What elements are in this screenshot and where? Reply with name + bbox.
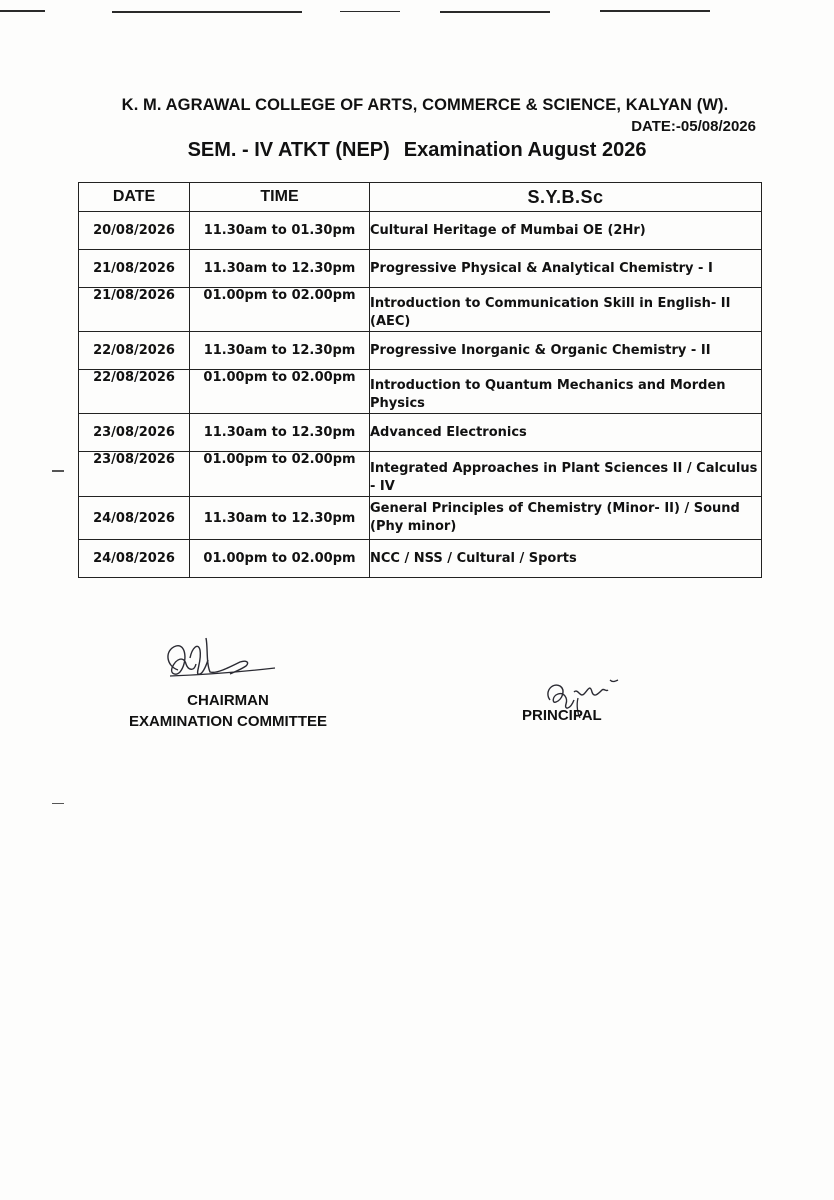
principal-title: PRINCIPAL [522, 707, 602, 724]
exam-subject: Integrated Approaches in Plant Sciences II / Calculus - IV [370, 452, 762, 497]
college-name: K. M. AGRAWAL COLLEGE OF ARTS, COMMERCE & SCIENCE, KALYAN (W). [121, 96, 729, 114]
document-date: DATE:-05/08/2026 [631, 118, 756, 135]
header-class: S.Y.B.Sc [370, 183, 762, 212]
exam-subject: Advanced Electronics [370, 414, 762, 452]
exam-time: 11.30am to 12.30pm [190, 332, 370, 370]
exam-time: 11.30am to 12.30pm [190, 250, 370, 288]
exam-time: 01.00pm to 02.00pm [190, 452, 370, 497]
exam-subject: Progressive Physical & Analytical Chemistry - I [370, 250, 762, 288]
exam-title-semester: SEM. - IV ATKT (NEP) [187, 139, 390, 161]
chairman-label: CHAIRMAN [187, 692, 269, 709]
table-row [79, 497, 762, 540]
exam-subject: General Principles of Chemistry (Minor- II) / Sound (Phy minor) [370, 497, 762, 540]
table-row [79, 212, 762, 250]
punch-mark [52, 803, 64, 804]
exam-title [0, 139, 834, 162]
committee-label: EXAMINATION COMMITTEE [128, 713, 328, 730]
exam-subject: Progressive Inorganic & Organic Chemistry - II [370, 332, 762, 370]
punch-mark [52, 470, 64, 472]
scan-edge-line [112, 11, 302, 13]
exam-time: 01.00pm to 02.00pm [190, 288, 370, 332]
table-row [79, 452, 762, 497]
exam-date: 23/08/2026 [79, 414, 190, 452]
chairman-signature [150, 628, 280, 688]
table-header-row [79, 183, 762, 212]
exam-subject: NCC / NSS / Cultural / Sports [370, 540, 762, 578]
table-row [79, 250, 762, 288]
table-row [79, 332, 762, 370]
exam-time: 11.30am to 12.30pm [190, 497, 370, 540]
table-row [79, 288, 762, 332]
scan-edge-line [340, 11, 400, 12]
exam-date: 21/08/2026 [79, 250, 190, 288]
header-date: DATE [79, 183, 190, 212]
exam-time: 01.00pm to 02.00pm [190, 540, 370, 578]
exam-time: 11.30am to 12.30pm [190, 414, 370, 452]
exam-time: 01.00pm to 02.00pm [190, 370, 370, 414]
scan-edge-line [0, 10, 45, 12]
table-row [79, 370, 762, 414]
header-time: TIME [190, 183, 370, 212]
exam-title-session: Examination August 2026 [403, 139, 647, 161]
exam-date: 23/08/2026 [79, 452, 190, 497]
exam-date: 24/08/2026 [79, 540, 190, 578]
exam-subject: Cultural Heritage of Mumbai OE (2Hr) [370, 212, 762, 250]
scan-edge-line [440, 11, 550, 13]
scan-edge-line [600, 10, 710, 12]
exam-date: 22/08/2026 [79, 332, 190, 370]
table-row [79, 414, 762, 452]
table-row [79, 540, 762, 578]
exam-timetable [78, 182, 762, 578]
exam-subject: Introduction to Communication Skill in English- II (AEC) [370, 288, 762, 332]
exam-date: 21/08/2026 [79, 288, 190, 332]
chairman-title [118, 690, 338, 732]
exam-date: 20/08/2026 [79, 212, 190, 250]
exam-subject: Introduction to Quantum Mechanics and Morden Physics [370, 370, 762, 414]
exam-date: 22/08/2026 [79, 370, 190, 414]
exam-date: 24/08/2026 [79, 497, 190, 540]
exam-time: 11.30am to 01.30pm [190, 212, 370, 250]
